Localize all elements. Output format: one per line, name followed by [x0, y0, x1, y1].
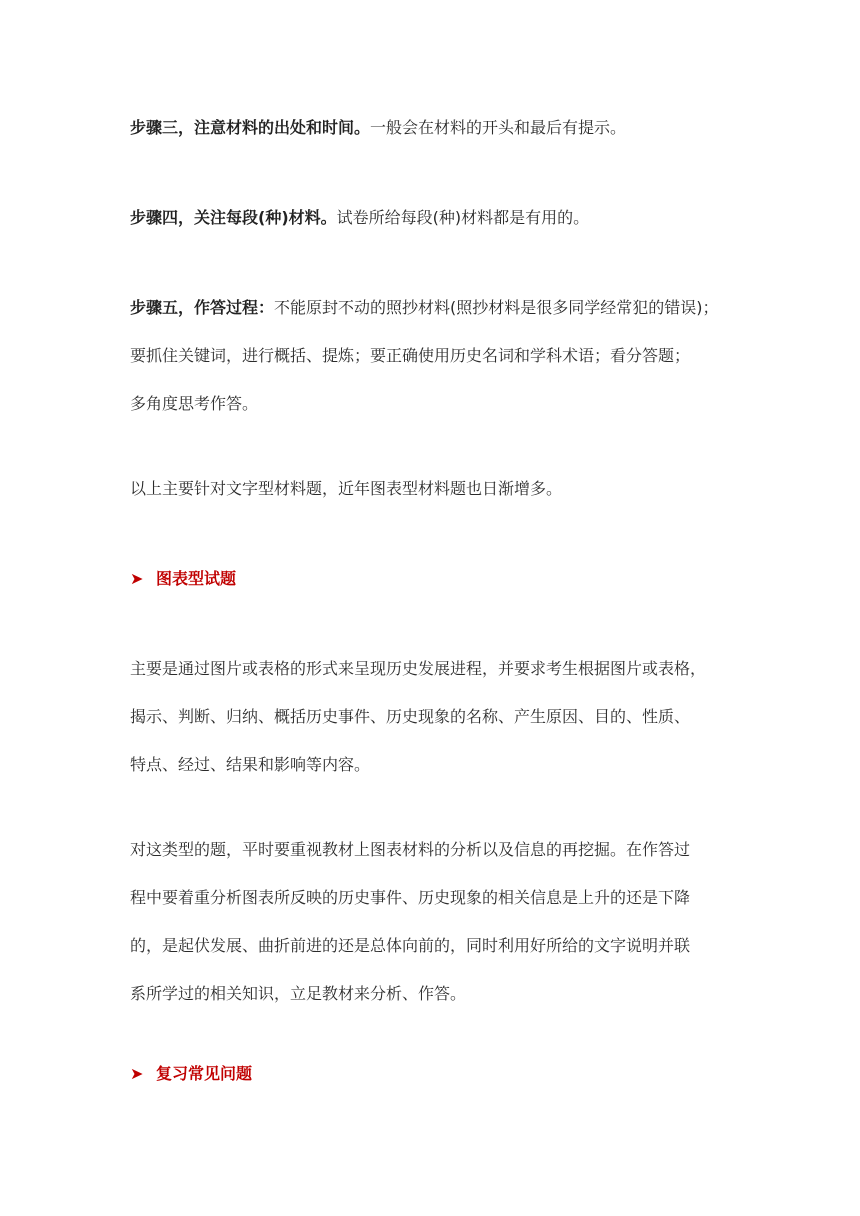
step-five-line-2: 要抓住关键词，进行概括、提炼；要正确使用历史名词和学科术语；看分答题； — [130, 346, 691, 365]
section-title: 图表型试题 — [156, 569, 237, 588]
step-five-line-3: 多角度思考作答。 — [130, 394, 259, 413]
step-four-paragraph — [130, 206, 740, 230]
step-five-lead: 步骤五，作答过程： — [130, 298, 275, 317]
paragraph-line: 程中要着重分析图表所反映的历史事件、历史现象的相关信息是上升的还是下降 — [130, 888, 691, 907]
paragraph-line: 的，是起伏发展、曲折前进的还是总体向前的，同时利用好所给的文字说明并联 — [130, 936, 691, 955]
step-four-lead: 步骤四，关注每段(种)材料。 — [130, 208, 337, 227]
step-three-lead: 步骤三，注意材料的出处和时间。 — [130, 118, 371, 137]
step-five-paragraph — [130, 296, 740, 416]
paragraph-line: 系所学过的相关知识，立足教材来分析、作答。 — [130, 984, 467, 1003]
section-heading-chart-questions — [130, 567, 236, 591]
paragraph-line: 对这类型的题，平时要重视教材上图表材料的分析以及信息的再挖掘。在作答过 — [130, 840, 691, 859]
section-title: 复习常见问题 — [156, 1064, 253, 1083]
step-three-text: 一般会在材料的开头和最后有提示。 — [370, 118, 627, 137]
arrow-bullet-icon: ➤ — [130, 569, 144, 588]
section-heading-review-faq — [130, 1062, 252, 1086]
step-five-line-1: 不能原封不动的照抄材料(照抄材料是很多同学经常犯的错误)； — [274, 298, 719, 317]
paragraph-line: 主要是通过图片或表格的形式来呈现历史发展进程，并要求考生根据图片或表格， — [130, 659, 707, 678]
paragraph-line: 揭示、判断、归纳、概括历史事件、历史现象的名称、产生原因、目的、性质、 — [130, 707, 691, 726]
chart-questions-paragraph-1 — [130, 657, 740, 777]
step-four-text: 试卷所给每段(种)材料都是有用的。 — [336, 208, 590, 227]
paragraph-line: 特点、经过、结果和影响等内容。 — [130, 755, 371, 774]
chart-questions-paragraph-2 — [130, 838, 740, 1006]
step-three-paragraph — [130, 116, 740, 140]
arrow-bullet-icon: ➤ — [130, 1064, 144, 1083]
summary-paragraph: 以上主要针对文字型材料题，近年图表型材料题也日渐增多。 — [130, 479, 563, 498]
